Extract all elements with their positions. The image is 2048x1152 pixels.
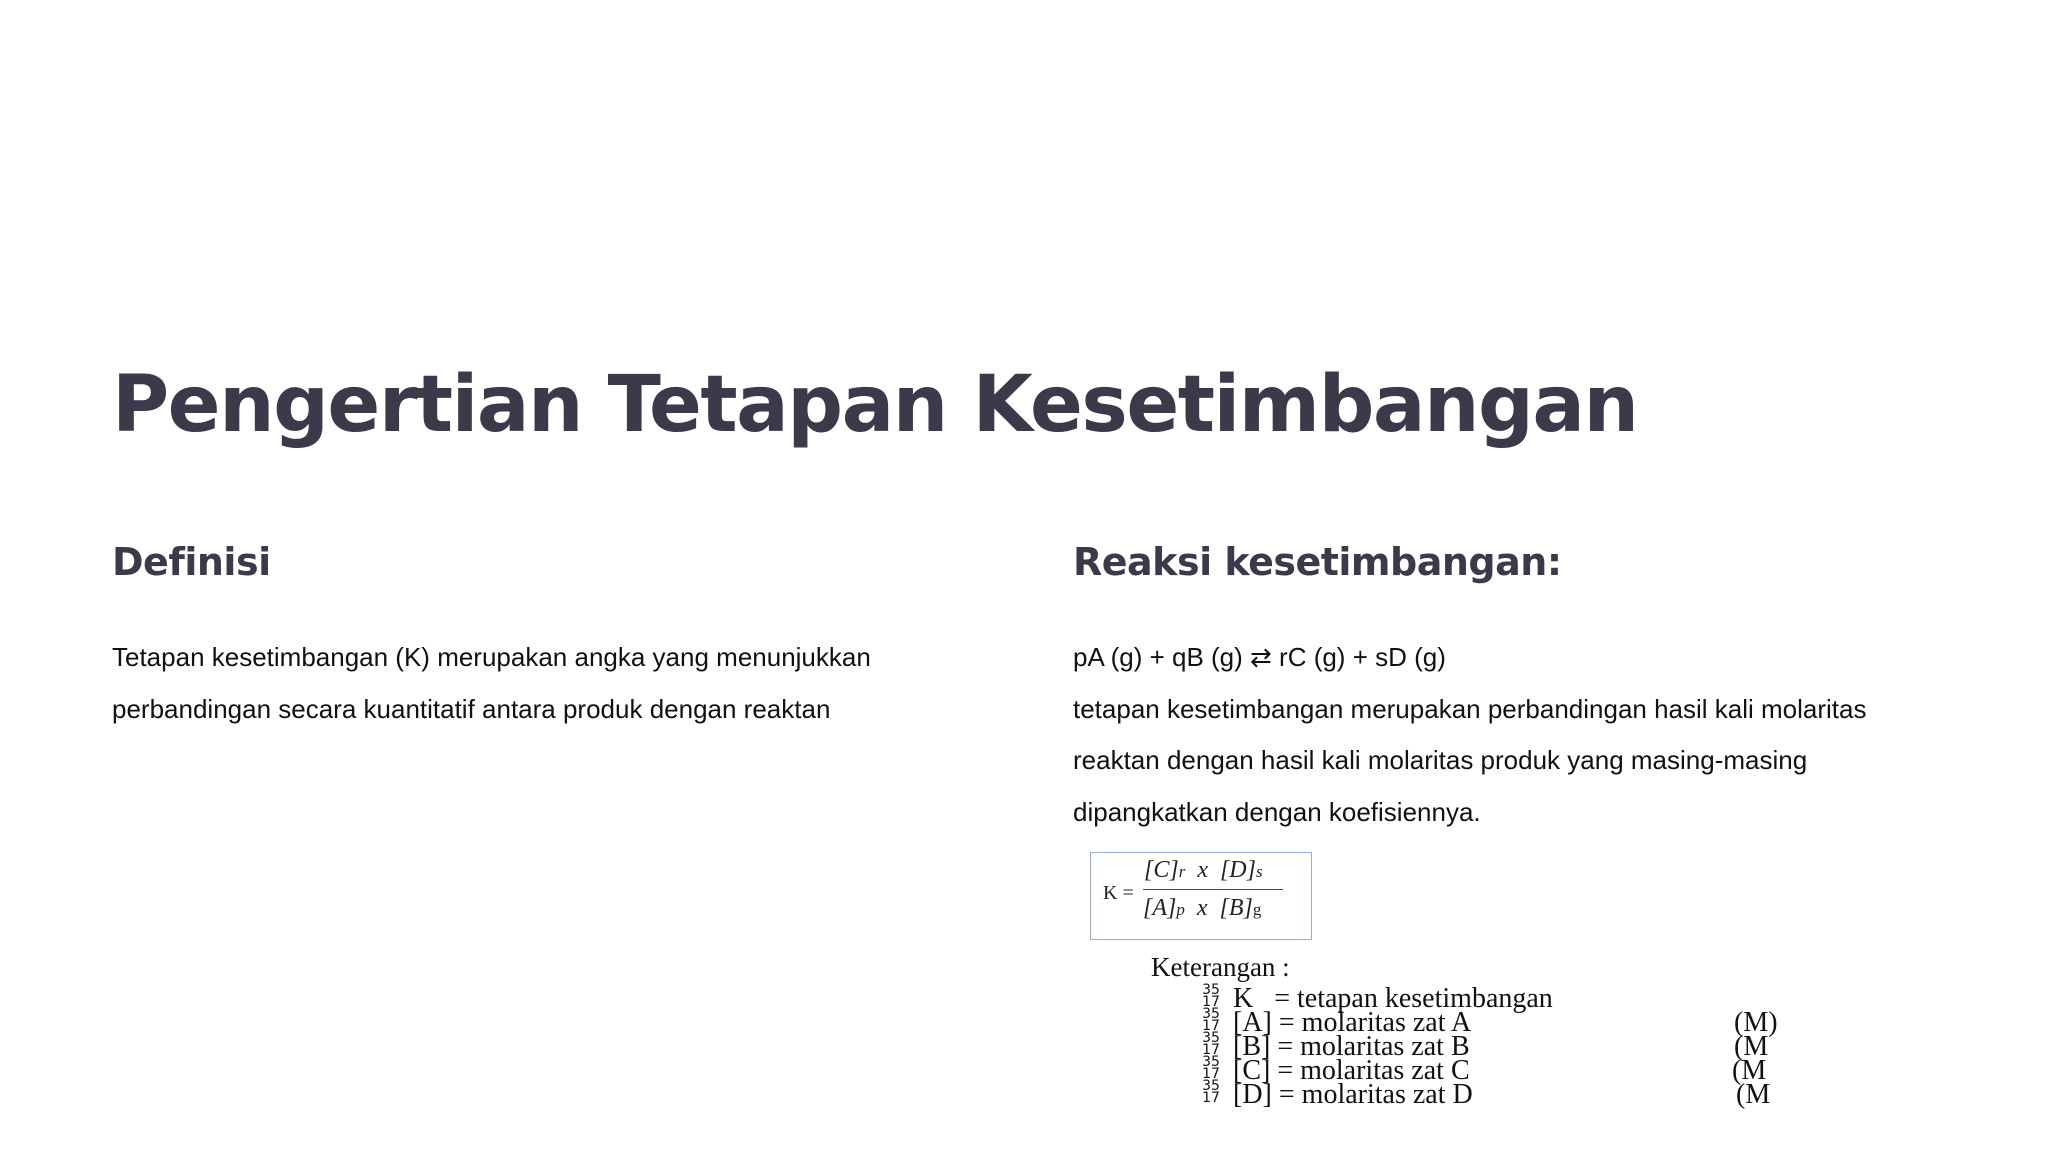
fraction-line (1143, 889, 1283, 890)
numerator-times: x (1197, 857, 1208, 883)
definition-text (112, 632, 972, 735)
keterangan-unit: (M (1732, 1055, 1767, 1086)
keterangan-title: Keterangan : (1151, 952, 1290, 982)
denominator-exp-p: p (1176, 900, 1185, 919)
keterangan-list (1200, 982, 1800, 1110)
keterangan-text: [C] = molaritas zat C (1233, 1055, 1470, 1086)
denominator-a: [A] (1143, 895, 1177, 921)
keterangan-text: [A] = molaritas zat A (1233, 1007, 1472, 1038)
reaction-text (1073, 632, 1933, 838)
definition-heading: Definisi (112, 540, 271, 584)
isotope-label: 35 17 (1202, 982, 1220, 1010)
keterangan-text: [B] = molaritas zat B (1233, 1031, 1470, 1062)
numerator-exp-s: s (1255, 862, 1263, 881)
reaction-equation: pA (g) + qB (g) ⇄ rC (g) + sD (g) (1073, 642, 1446, 672)
isotope-label: 35 17 (1202, 1006, 1220, 1034)
keterangan-unit: (M) (1734, 1007, 1778, 1038)
numerator-exp-r: r (1178, 862, 1186, 881)
formula-denominator (1143, 895, 1261, 922)
denominator-times: x (1196, 895, 1208, 921)
numerator-d: [D] (1219, 857, 1256, 883)
slide-title: Pengertian Tetapan Kesetimbangan (112, 360, 1638, 450)
numerator-c: [C] (1144, 857, 1179, 883)
definition-line: Tetapan kesetimbangan (K) merupakan angka yang menunjukkan (112, 642, 871, 672)
formula-lhs: K = (1103, 882, 1134, 904)
definition-line: perbandingan secara kuantitatif antara produk dengan reaktan (112, 693, 831, 724)
keterangan-unit: (M (1734, 1031, 1769, 1062)
denominator-exp-g: g (1252, 900, 1262, 919)
isotope-label: 35 17 (1202, 1078, 1220, 1106)
reaction-line: reaktan dengan hasil kali molaritas produk yang masing-masing (1073, 745, 1808, 775)
denominator-b: [B] (1219, 895, 1253, 921)
keterangan-text: [D] = molaritas zat D (1233, 1079, 1473, 1110)
reaction-heading: Reaksi kesetimbangan: (1073, 540, 1562, 584)
isotope-label: 35 17 (1202, 1030, 1220, 1058)
reaction-line: dipangkatkan dengan koefisiennya. (1073, 796, 1481, 827)
keterangan-text: K = tetapan kesetimbangan (1233, 983, 1553, 1014)
equilibrium-constant-formula (1090, 852, 1312, 940)
formula-numerator (1144, 857, 1263, 884)
keterangan-unit: (M (1736, 1079, 1771, 1110)
reaction-line: tetapan kesetimbangan merupakan perbandingan hasil kali molaritas (1073, 693, 1867, 724)
isotope-label: 35 17 (1202, 1054, 1220, 1082)
keterangan-item (1200, 1078, 1800, 1110)
